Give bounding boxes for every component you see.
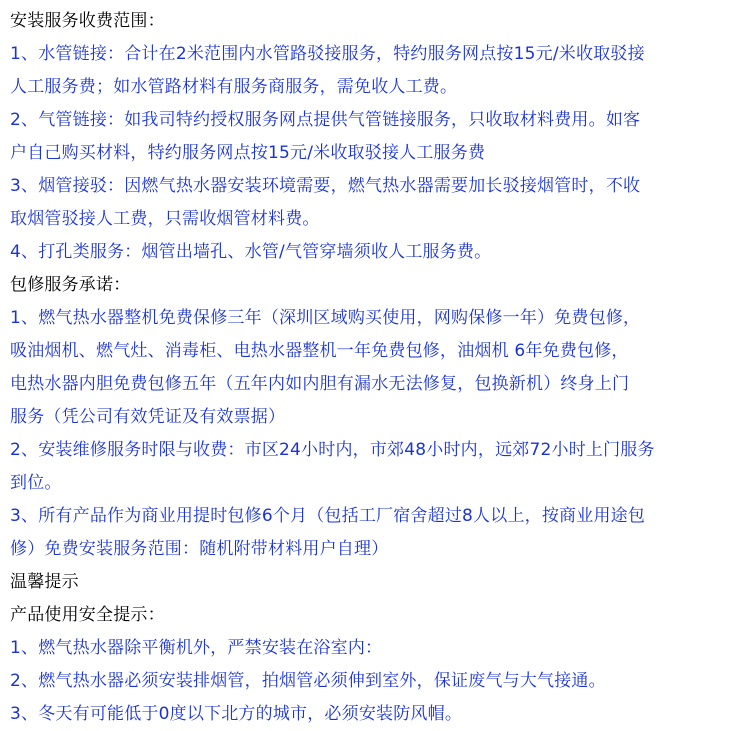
item-line: 2、安装维修服务时限与收费：市区24小时内，市郊48小时内，远郊72小时上门服务 (10, 440, 655, 460)
item-line: 2、燃气热水器必须安装排烟管，拍烟管必须伸到室外，保证废气与大气接通。 (10, 671, 606, 691)
install-scope-heading: 安装服务收费范围： (10, 11, 165, 31)
item-line: 服务（凭公司有效凭证及有效票据） (10, 407, 286, 427)
warranty-item-response-time (10, 434, 720, 500)
item-line: 2、气管链接：如我司特约授权服务网点提供气管链接服务，只收取材料费用。如客 (10, 110, 641, 130)
warranty-item-commercial (10, 500, 720, 566)
safety-item-windproof (10, 698, 720, 731)
install-item-flue-pipe (10, 170, 720, 236)
item-line: 取烟管驳接人工费，只需收烟管材料费。 (10, 209, 320, 229)
item-line: 修）免费安装服务范围：随机附带材料用户自理） (10, 539, 389, 559)
warranty-heading: 包修服务承诺： (10, 275, 131, 295)
install-item-drilling (10, 236, 720, 269)
item-line: 3、烟管接驳：因燃气热水器安装环境需要，燃气热水器需要加长驳接烟管时，不收 (10, 176, 641, 196)
item-line: 吸油烟机、燃气灶、消毒柜、电热水器整机一年免费包修，油烟机 6年免费包修， (10, 341, 629, 361)
item-line: 1、水管链接：合计在2米范围内水管路驳接服务，特约服务网点按15元/米收取驳接 (10, 44, 645, 64)
safety-item-exhaust (10, 665, 720, 698)
item-line: 到位。 (10, 473, 62, 493)
install-item-water-pipe (10, 38, 720, 104)
safety-item-bathroom (10, 632, 720, 665)
item-line: 1、燃气热水器整机免费保修三年（深圳区域购买使用，网购保修一年）免费包修， (10, 308, 641, 328)
item-line: 4、打孔类服务：烟管出墙孔、水管/气管穿墙须收人工服务费。 (10, 242, 492, 262)
safety-heading: 产品使用安全提示： (10, 605, 165, 625)
tips-heading: 温馨提示 (10, 572, 79, 592)
item-line: 人工服务费；如水管路材料有服务商服务，需免收人工费。 (10, 77, 458, 97)
item-line: 3、冬天有可能低于0度以下北方的城市，必须安装防风帽。 (10, 704, 463, 724)
warranty-item-coverage (10, 302, 720, 434)
item-line: 1、燃气热水器除平衡机外，严禁安装在浴室内： (10, 638, 383, 658)
item-line: 3、所有产品作为商业用提时包修6个月（包括工厂宿舍超过8人以上，按商业用途包 (10, 506, 646, 526)
item-line: 电热水器内胆免费包修五年（五年内如内胆有漏水无法修复，包换新机）终身上门 (10, 374, 630, 394)
install-item-gas-pipe (10, 104, 720, 170)
item-line: 户自己购买材料，特约服务网点按15元/米收取驳接人工服务费 (10, 143, 486, 163)
